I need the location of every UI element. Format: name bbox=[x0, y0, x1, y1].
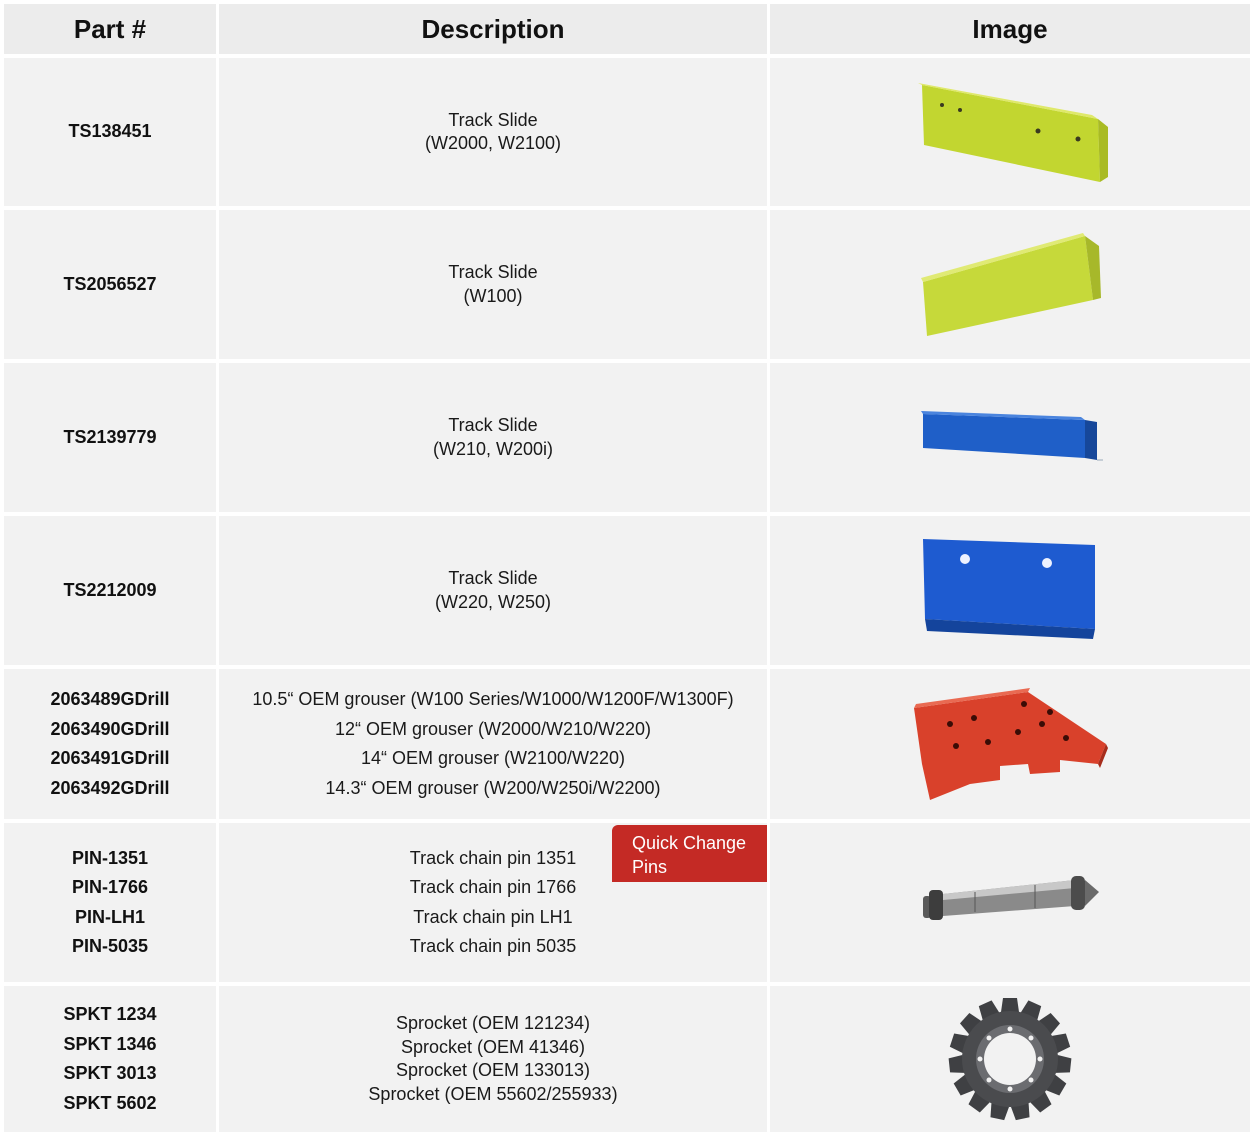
table-row-7-image bbox=[770, 986, 1250, 1132]
description-line: Track Slide bbox=[448, 415, 538, 435]
part-number: PIN-1351 bbox=[71, 847, 149, 868]
table-row-6-description bbox=[219, 823, 767, 982]
description-line: 14“ OEM grouser (W2100/W220) bbox=[360, 748, 626, 768]
table-row-1-part bbox=[4, 58, 216, 206]
header-description: Description bbox=[219, 4, 767, 54]
part-number: TS138451 bbox=[68, 121, 152, 142]
part-number: PIN-LH1 bbox=[74, 906, 145, 927]
table-row-4-description bbox=[219, 516, 767, 665]
part-number: TS2056527 bbox=[63, 273, 157, 294]
part-number: 2063491GDrill bbox=[50, 748, 170, 768]
part-number: TS2139779 bbox=[63, 426, 157, 447]
table-row-1-description bbox=[219, 58, 767, 206]
description-line: 14.3“ OEM grouser (W200/W250i/W2200) bbox=[325, 777, 661, 798]
part-number: SPKT 5602 bbox=[63, 1092, 157, 1113]
part-number: SPKT 3013 bbox=[63, 1063, 157, 1083]
parts-table bbox=[4, 4, 1250, 1132]
table-row-5-description bbox=[219, 669, 767, 819]
table-row-3-description bbox=[219, 363, 767, 512]
description-line: 10.5“ OEM grouser (W100 Series/W1000/W1200F/W1300F) bbox=[252, 689, 734, 709]
description-line: Track chain pin 1766 bbox=[409, 877, 577, 897]
description-line: Track chain pin LH1 bbox=[413, 906, 573, 927]
description-line: Sprocket (OEM 133013) bbox=[395, 1060, 591, 1080]
description-line: Track Slide bbox=[448, 262, 538, 282]
part-number: TS2212009 bbox=[63, 579, 157, 600]
header-part-number: Part # bbox=[4, 4, 216, 54]
description-line: Sprocket (OEM 55602/255933) bbox=[368, 1083, 618, 1104]
table-row-2-description bbox=[219, 210, 767, 359]
part-number: SPKT 1234 bbox=[63, 1004, 157, 1024]
table-row-3-image bbox=[770, 363, 1250, 512]
table-row-4-part bbox=[4, 516, 216, 665]
sprocket-image bbox=[945, 994, 1075, 1124]
description-line: (W220, W250) bbox=[434, 591, 552, 612]
description-line: (W100) bbox=[463, 285, 523, 306]
table-row-5-part bbox=[4, 669, 216, 819]
red-grouser-image bbox=[910, 684, 1110, 804]
part-number: 2063489GDrill bbox=[50, 689, 170, 709]
table-row-7-part bbox=[4, 986, 216, 1132]
part-number: SPKT 1346 bbox=[63, 1033, 157, 1054]
table-row-7-description bbox=[219, 986, 767, 1132]
table-row-2-image bbox=[770, 210, 1250, 359]
description-line: Sprocket (OEM 121234) bbox=[395, 1013, 591, 1033]
table-row-4-image bbox=[770, 516, 1250, 665]
header-image: Image bbox=[770, 4, 1250, 54]
description-line: Track Slide bbox=[448, 109, 538, 130]
quick-change-pins-badge: Quick Change Pins bbox=[612, 825, 767, 882]
description-line: (W210, W200i) bbox=[432, 438, 554, 459]
table-row-3-part bbox=[4, 363, 216, 512]
description-line: (W2000, W2100) bbox=[424, 133, 562, 153]
description-line: Track chain pin 1351 bbox=[409, 847, 577, 868]
part-number: 2063492GDrill bbox=[50, 777, 170, 798]
yellow-track-slide-image bbox=[910, 77, 1110, 187]
track-chain-pin-image bbox=[915, 868, 1105, 938]
part-number: PIN-1766 bbox=[71, 877, 149, 897]
table-row-5-image bbox=[770, 669, 1250, 819]
blue-track-slide-image bbox=[915, 408, 1105, 468]
part-number: 2063490GDrill bbox=[50, 718, 170, 739]
yellow-track-slide-angled-image bbox=[915, 230, 1105, 340]
description-line: 12“ OEM grouser (W2000/W210/W220) bbox=[334, 718, 652, 739]
table-row-6-part bbox=[4, 823, 216, 982]
blue-track-slide-plate-image bbox=[915, 535, 1105, 647]
part-number: PIN-5035 bbox=[71, 936, 149, 956]
description-line: Track Slide bbox=[448, 568, 538, 588]
table-row-6-image bbox=[770, 823, 1250, 982]
description-line: Sprocket (OEM 41346) bbox=[400, 1036, 586, 1057]
table-row-1-image bbox=[770, 58, 1250, 206]
description-line: Track chain pin 5035 bbox=[409, 936, 577, 956]
table-row-2-part bbox=[4, 210, 216, 359]
